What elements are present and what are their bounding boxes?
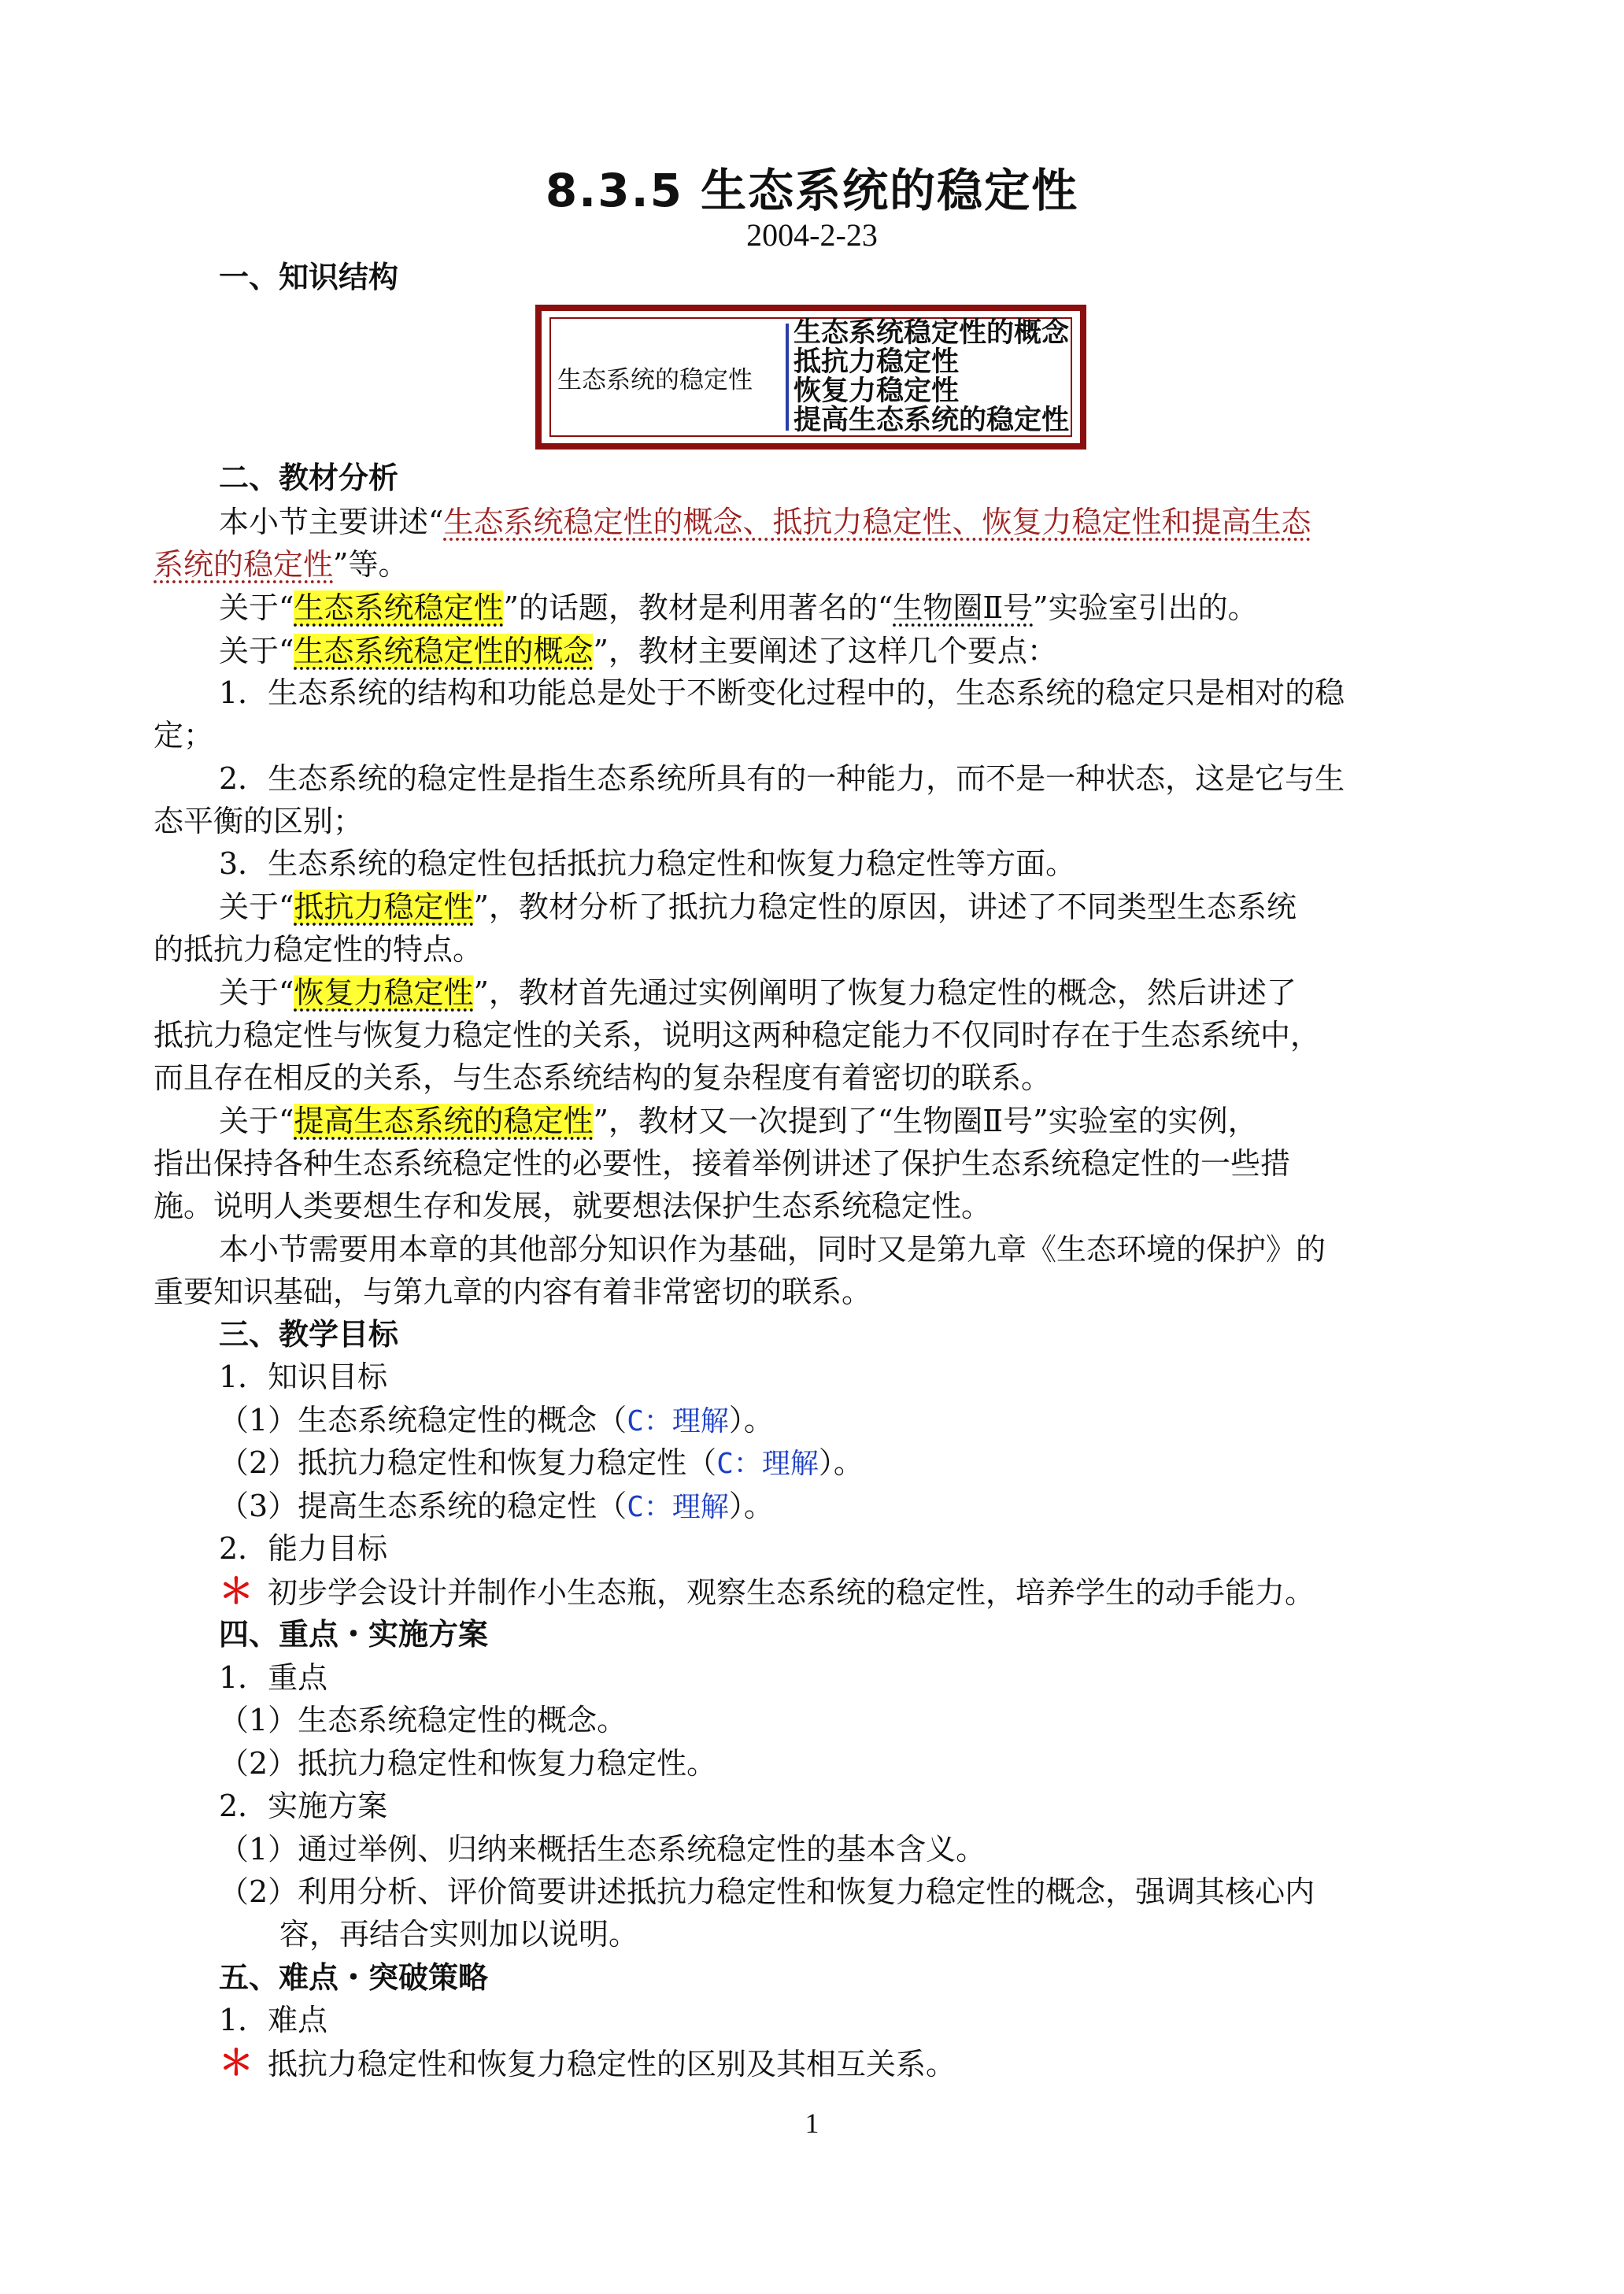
diagram-item: 恢复力稳定性: [794, 376, 960, 407]
diagram-item: 生态系统稳定性的概念: [794, 317, 1070, 349]
paragraph-line: 指出保持各种生态系统稳定性的必要性，接着举例讲述了保护生态系统稳定性的一些措: [154, 1146, 1291, 1181]
goal-item: [219, 1485, 774, 1529]
diagram-root-label: 生态系统的稳定性: [557, 365, 753, 394]
paragraph-line: [219, 501, 1311, 543]
topic-link[interactable]: 生态系统稳定性的概念、抵抗力稳定性、恢复力稳定性和提高生态: [443, 505, 1311, 539]
diagram-item: 提高生态系统的稳定性: [794, 405, 1070, 436]
goal-item: [219, 1399, 774, 1443]
highlighted-link[interactable]: 抵抗力稳定性: [294, 890, 474, 924]
text: ）。: [728, 1489, 774, 1523]
text: ）。: [728, 1403, 774, 1437]
diagram-item-list: [794, 319, 1069, 435]
list-item: （2）抵抗力稳定性和恢复力稳定性。: [219, 1746, 717, 1781]
diagram-item: 抵抗力稳定性: [794, 346, 960, 378]
paragraph-line: 而且存在相反的关系，与生态系统结构的复杂程度有着密切的联系。: [154, 1060, 1052, 1095]
section-heading-key-points: 四、重点・实施方案: [219, 1617, 489, 1652]
highlighted-link[interactable]: 生态系统稳定性: [294, 590, 504, 625]
text: 关于“: [219, 975, 294, 1010]
text: ”，教材首先通过实例阐明了恢复力稳定性的概念，然后讲述了: [473, 975, 1297, 1010]
point-line: 3．生态系统的稳定性包括抵抗力稳定性和恢复力稳定性等方面。: [219, 846, 1076, 881]
paragraph-line: [219, 886, 1297, 928]
point-line: 1．生态系统的结构和功能总是处于不断变化过程中的，生态系统的稳定只是相对的稳: [219, 675, 1345, 710]
list-item: [219, 2042, 956, 2085]
text: ”，教材主要阐述了这样几个要点：: [593, 634, 1057, 668]
paragraph-line: 重要知识基础，与第九章的内容有着非常密切的联系。: [154, 1275, 872, 1309]
subheading: 2．能力目标: [219, 1531, 388, 1566]
text: ）。: [818, 1445, 864, 1480]
document-date: 2004-2-23: [746, 217, 878, 253]
section-heading-material-analysis: 二、教材分析: [219, 461, 399, 495]
goal-item: [219, 1441, 864, 1486]
text: ”实验室引出的。: [1033, 590, 1258, 625]
text: （1）生态系统稳定性的概念（: [219, 1403, 627, 1437]
text: 本小节主要讲述“: [219, 505, 444, 539]
paragraph-line: [219, 586, 1258, 629]
highlighted-link[interactable]: 恢复力稳定性: [294, 975, 474, 1010]
text: ”，教材又一次提到了“生物圈Ⅱ号”实验室的实例，: [593, 1104, 1258, 1138]
text: ”，教材分析了抵抗力稳定性的原因，讲述了不同类型生态系统: [473, 890, 1297, 924]
text: 初步学会设计并制作小生态瓶，观察生态系统的稳定性，培养学生的动手能力。: [268, 1575, 1315, 1610]
level-tag: C：理解: [627, 1405, 729, 1437]
biosphere-link[interactable]: 生物圈Ⅱ号: [893, 590, 1034, 625]
text: 关于“: [219, 634, 294, 668]
subheading: 1．重点: [219, 1660, 328, 1695]
point-line: 2．生态系统的稳定性是指生态系统所具有的一种能力，而不是一种状态，这是它与生: [219, 761, 1345, 796]
page-number: 1: [805, 2107, 819, 2139]
paragraph-line: 施。说明人类要想生存和发展，就要想法保护生态系统稳定性。: [154, 1189, 992, 1223]
highlighted-link[interactable]: 生态系统稳定性的概念: [294, 634, 594, 668]
diagram-bracket: [786, 324, 789, 431]
knowledge-structure-diagram: [535, 305, 1086, 450]
topic-link[interactable]: 系统的稳定性: [154, 547, 334, 582]
text: ”等。: [333, 547, 409, 582]
paragraph-line: [219, 630, 1057, 672]
text: ”的话题，教材是利用著名的“: [503, 590, 893, 625]
list-item: （2）利用分析、评价简要讲述抵抗力稳定性和恢复力稳定性的概念，强调其核心内: [219, 1874, 1315, 1909]
section-heading-teaching-goals: 三、教学目标: [219, 1317, 399, 1352]
diagram-frame: [549, 317, 1072, 437]
subheading: 1．难点: [219, 2003, 328, 2037]
text: 关于“: [219, 590, 294, 625]
list-item: （1）通过举例、归纳来概括生态系统稳定性的基本含义。: [219, 1832, 986, 1867]
subheading: 1．知识目标: [219, 1360, 388, 1394]
level-tag: C：理解: [716, 1448, 819, 1480]
text: 关于“: [219, 1104, 294, 1138]
paragraph-line: 的抵抗力稳定性的特点。: [154, 932, 483, 967]
page-title: 8.3.5 生态系统的稳定性: [545, 164, 1079, 217]
paragraph-line: [219, 971, 1297, 1014]
text: （2）抵抗力稳定性和恢复力稳定性（: [219, 1445, 717, 1480]
text: （3）提高生态系统的稳定性（: [219, 1489, 627, 1523]
point-line: 定；: [154, 718, 214, 753]
level-tag: C：理解: [627, 1491, 729, 1523]
asterisk-icon: ＊: [219, 1571, 253, 1611]
goal-item: [219, 1571, 1315, 1614]
subheading: 2．实施方案: [219, 1789, 388, 1823]
paragraph-line: 本小节需要用本章的其他部分知识作为基础，同时又是第九章《生态环境的保护》的: [219, 1232, 1326, 1267]
list-item: 容，再结合实则加以说明。: [279, 1917, 639, 1952]
text: 抵抗力稳定性和恢复力稳定性的区别及其相互关系。: [268, 2047, 956, 2081]
text: 关于“: [219, 890, 294, 924]
list-item: （1）生态系统稳定性的概念。: [219, 1703, 627, 1737]
paragraph-line: 抵抗力稳定性与恢复力稳定性的关系，说明这两种稳定能力不仅同时存在于生态系统中，: [154, 1018, 1321, 1053]
paragraph-line: [154, 543, 408, 586]
asterisk-icon: ＊: [219, 2043, 253, 2083]
section-heading-difficulties: 五、难点・突破策略: [219, 1960, 489, 1995]
paragraph-line: [219, 1100, 1258, 1142]
section-heading-knowledge-structure: 一、知识结构: [219, 260, 399, 294]
point-line: 态平衡的区别；: [154, 804, 364, 838]
highlighted-link[interactable]: 提高生态系统的稳定性: [294, 1104, 594, 1138]
